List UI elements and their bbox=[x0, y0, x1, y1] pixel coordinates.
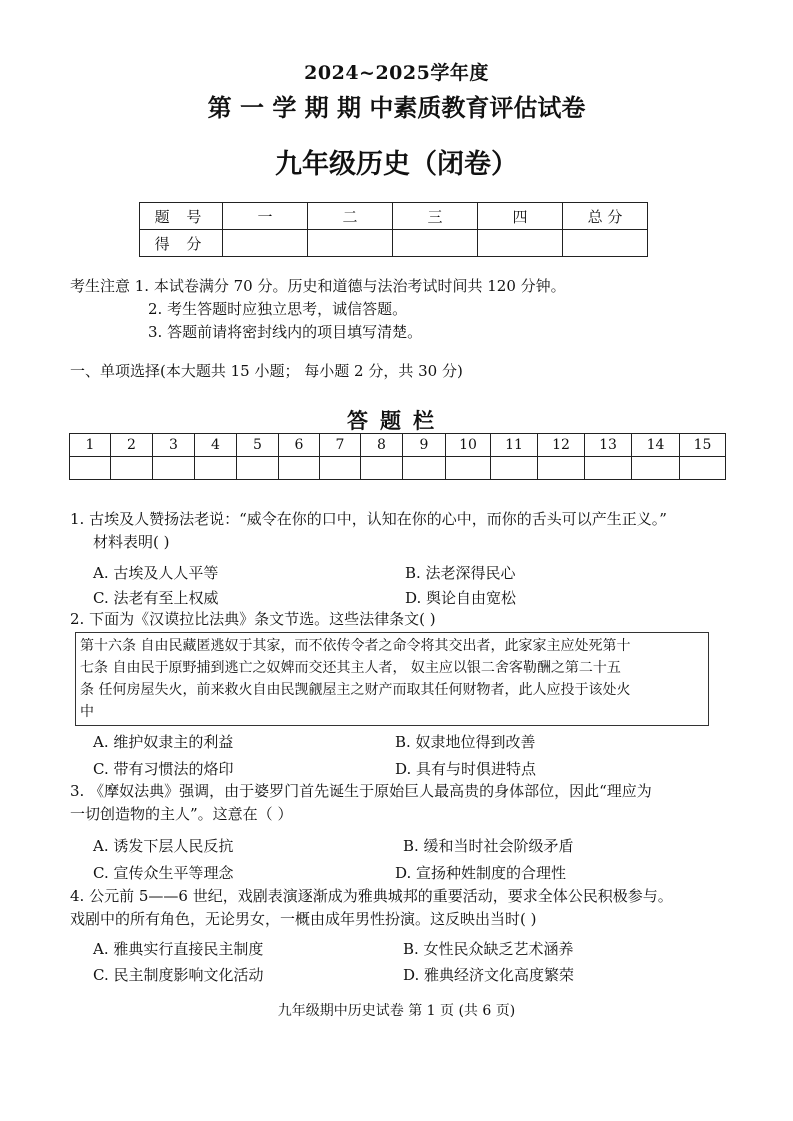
answer-number-cell: 12 bbox=[538, 434, 585, 457]
answer-number-row bbox=[70, 434, 726, 457]
q2-option-d: D. 具有与时俱进特点 bbox=[395, 760, 537, 778]
q4-stem: 4. 公元前 5——6 世纪，戏剧表演逐渐成为雅典城邦的重要活动，要求全体公民积极参与。 bbox=[70, 887, 673, 905]
q1-option-a: A. 古埃及人人平等 bbox=[93, 564, 219, 582]
note-1: 考生注意 1. 本试卷满分 70 分。历史和道德与法治考试时间共 120 分钟。 bbox=[70, 277, 566, 295]
q4-option-b: B. 女性民众缺乏艺术涵养 bbox=[403, 940, 574, 958]
q2-option-a: A. 维护奴隶主的利益 bbox=[93, 733, 234, 751]
score-blank[interactable] bbox=[223, 230, 308, 257]
q1-option-b: B. 法老深得民心 bbox=[405, 564, 516, 582]
score-cell-4: 四 bbox=[478, 203, 563, 230]
q4-option-d: D. 雅典经济文化高度繁荣 bbox=[403, 966, 575, 984]
answer-blank-cell[interactable] bbox=[632, 457, 680, 480]
answer-blank-cell[interactable] bbox=[237, 457, 279, 480]
q2-quote-line: 七条 自由民于原野捕到逃亡之奴婢而交还其主人者， 奴主应以银二舍客勒酬之第二十五 bbox=[80, 660, 621, 676]
answer-number-cell: 3 bbox=[153, 434, 195, 457]
q2-quote-line: 条 任何房屋失火，前来救火自由民觊觎屋主之财产而取其任何财物者，此人应投于该处火 bbox=[80, 682, 631, 698]
score-blank[interactable] bbox=[393, 230, 478, 257]
answer-number-cell: 15 bbox=[680, 434, 726, 457]
answer-number-cell: 9 bbox=[403, 434, 446, 457]
q2-stem: 2. 下面为《汉谟拉比法典》条文节选。这些法律条文( ) bbox=[70, 610, 436, 628]
score-cell-3: 三 bbox=[393, 203, 478, 230]
note-3: 3. 答题前请将密封线内的项目填写清楚。 bbox=[148, 323, 423, 341]
q4-stem-2: 戏剧中的所有角色，无论男女，一概由成年男性扮演。这反映出当时( ) bbox=[70, 910, 537, 928]
answer-number-cell: 10 bbox=[446, 434, 491, 457]
school-year: 2024~2025学年度 bbox=[304, 62, 489, 84]
subject-title: 九年级历史（闭卷） bbox=[275, 149, 518, 180]
answer-blank-cell[interactable] bbox=[195, 457, 237, 480]
score-cell-1: 一 bbox=[223, 203, 308, 230]
score-cell-label: 题 号 bbox=[140, 203, 223, 230]
q3-option-c: C. 宣传众生平等理念 bbox=[93, 864, 234, 882]
answer-number-cell: 8 bbox=[361, 434, 403, 457]
q2-quote-line: 中 bbox=[80, 704, 94, 720]
answer-sheet-title: 答题栏 bbox=[347, 408, 446, 433]
answer-blank-cell[interactable] bbox=[111, 457, 153, 480]
answer-number-cell: 11 bbox=[491, 434, 538, 457]
section-heading: 一、单项选择(本大题共 15 小题； 每小题 2 分，共 30 分) bbox=[70, 362, 463, 380]
q3-stem: 3. 《摩奴法典》强调，由于婆罗门首先诞生于原始巨人最高贵的身体部位，因此“理应为 bbox=[70, 782, 652, 800]
score-blank[interactable] bbox=[478, 230, 563, 257]
q2-option-c: C. 带有习惯法的烙印 bbox=[93, 760, 234, 778]
q1-option-d: D. 舆论自由宽松 bbox=[405, 589, 517, 607]
answer-blank-cell[interactable] bbox=[320, 457, 361, 480]
answer-number-cell: 4 bbox=[195, 434, 237, 457]
answer-blank-cell[interactable] bbox=[279, 457, 320, 480]
score-cell-2: 二 bbox=[308, 203, 393, 230]
answer-number-cell: 2 bbox=[111, 434, 153, 457]
q4-option-c: C. 民主制度影响文化活动 bbox=[93, 966, 264, 984]
q3-option-b: B. 缓和当时社会阶级矛盾 bbox=[403, 837, 574, 855]
q3-option-a: A. 诱发下层人民反抗 bbox=[93, 837, 234, 855]
answer-number-cell: 5 bbox=[237, 434, 279, 457]
q3-stem-2: 一切创造物的主人”。这意在（ ） bbox=[70, 805, 293, 823]
answer-blank-cell[interactable] bbox=[491, 457, 538, 480]
score-header-row bbox=[140, 203, 648, 230]
score-table bbox=[139, 202, 648, 257]
answer-table bbox=[69, 433, 726, 480]
answer-number-cell: 14 bbox=[632, 434, 680, 457]
answer-blank-cell[interactable] bbox=[70, 457, 111, 480]
q2-quote-line: 第十六条 自由民藏匿逃奴于其家，而不依传令者之命令将其交出者，此家家主应处死第十 bbox=[80, 638, 631, 654]
answer-blank-cell[interactable] bbox=[538, 457, 585, 480]
q3-option-d: D. 宣扬种姓制度的合理性 bbox=[395, 864, 567, 882]
score-blank[interactable] bbox=[308, 230, 393, 257]
answer-blank-cell[interactable] bbox=[680, 457, 726, 480]
note-2: 2. 考生答题时应独立思考，诚信答题。 bbox=[148, 300, 408, 318]
answer-number-cell: 13 bbox=[585, 434, 632, 457]
page-footer: 九年级期中历史试卷 第 1 页 (共 6 页) bbox=[277, 1003, 516, 1019]
score-cell-total: 总 分 bbox=[563, 203, 648, 230]
answer-blank-row bbox=[70, 457, 726, 480]
q1-option-c: C. 法老有至上权威 bbox=[93, 589, 219, 607]
q2-option-b: B. 奴隶地位得到改善 bbox=[395, 733, 536, 751]
q1-stem: 1. 古埃及人赞扬法老说：“威令在你的口中，认知在你的心中，而你的舌头可以产生正义。” bbox=[70, 510, 667, 528]
q4-option-a: A. 雅典实行直接民主制度 bbox=[93, 940, 264, 958]
answer-blank-cell[interactable] bbox=[153, 457, 195, 480]
answer-number-cell: 6 bbox=[279, 434, 320, 457]
exam-title: 第 一 学 期 期 中素质教育评估试卷 bbox=[207, 93, 586, 122]
q1-stem-2: 材料表明( ) bbox=[93, 533, 170, 551]
answer-number-cell: 1 bbox=[70, 434, 111, 457]
q2-quote-box bbox=[75, 632, 709, 726]
answer-blank-cell[interactable] bbox=[585, 457, 632, 480]
score-value-row bbox=[140, 230, 648, 257]
answer-number-cell: 7 bbox=[320, 434, 361, 457]
score-blank[interactable] bbox=[563, 230, 648, 257]
score-row-label: 得 分 bbox=[140, 230, 223, 257]
answer-blank-cell[interactable] bbox=[446, 457, 491, 480]
answer-blank-cell[interactable] bbox=[403, 457, 446, 480]
answer-blank-cell[interactable] bbox=[361, 457, 403, 480]
